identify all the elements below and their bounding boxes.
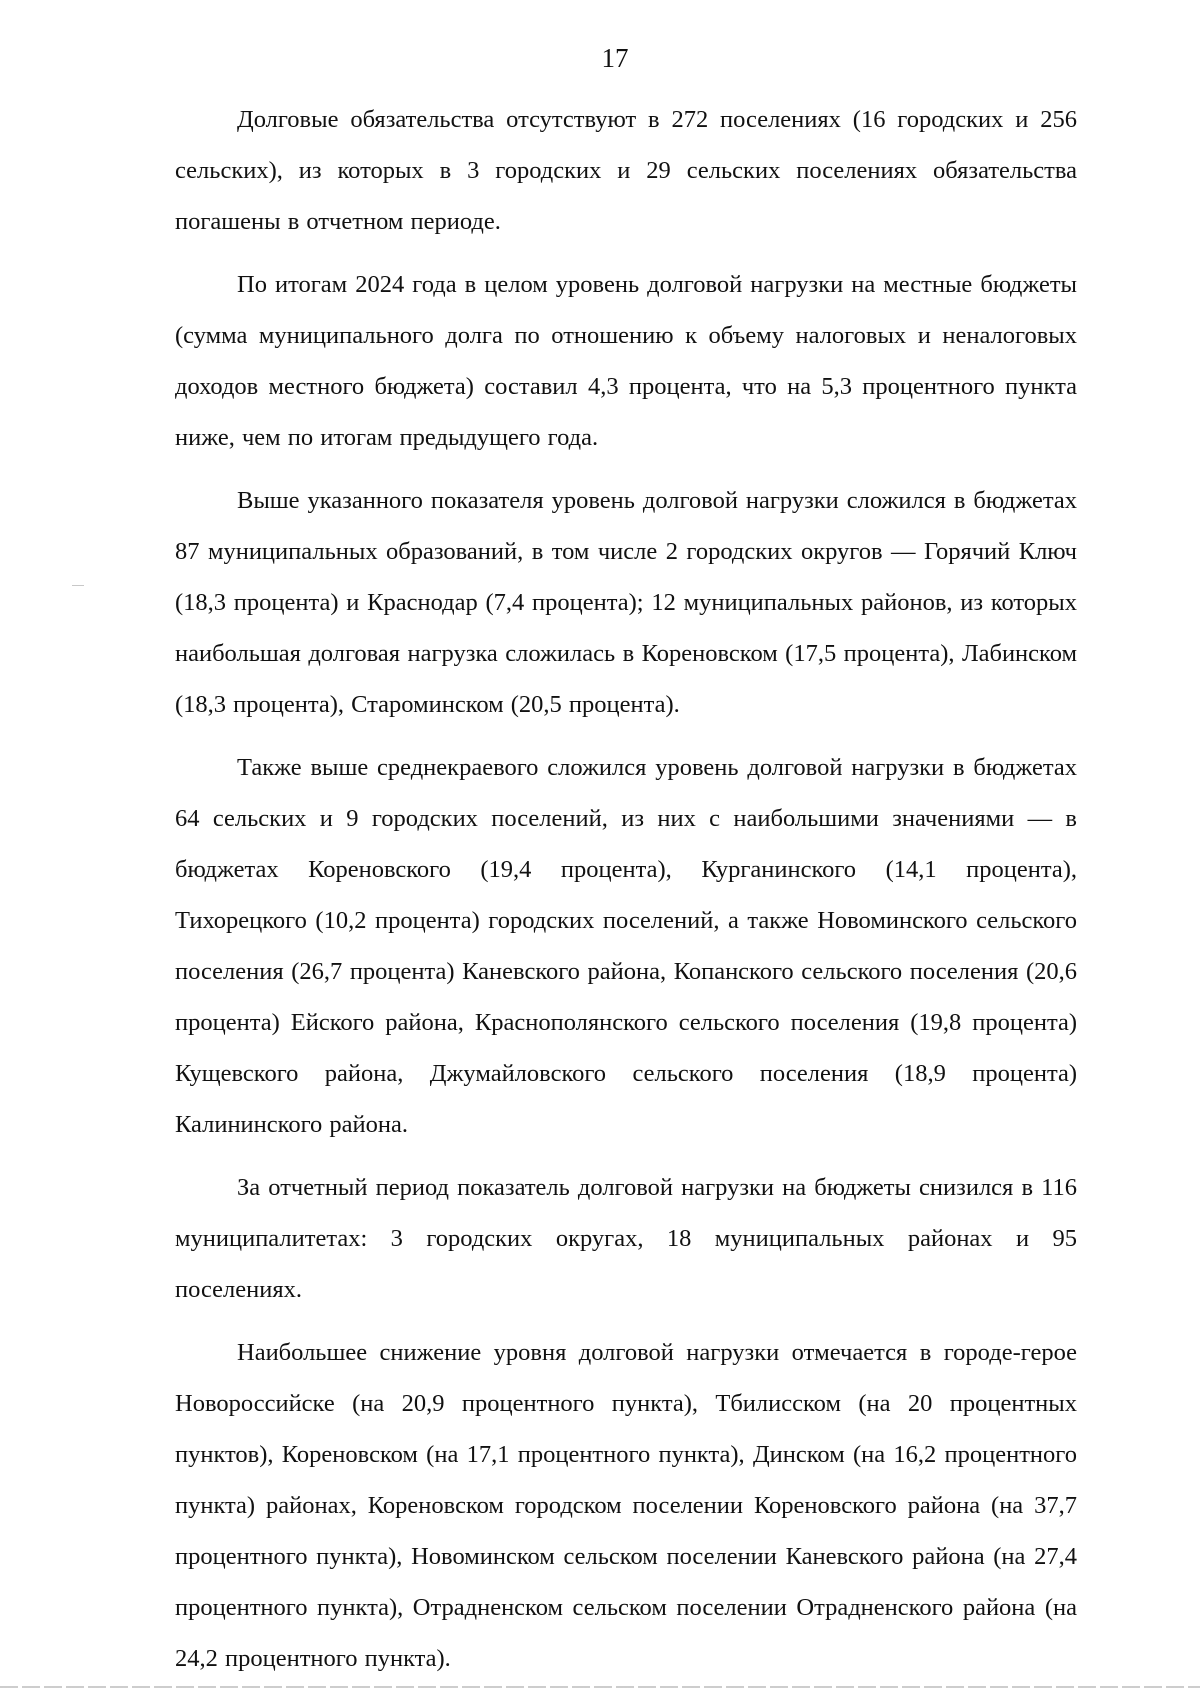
paragraph-decrease-count: За отчетный период показатель долговой нагрузки на бюджеты снизился в 116 муниципалитетах: 3 городских округах, 18 муниципальных районах и 95 поселениях. xyxy=(175,1174,1077,1303)
scan-bottom-edge xyxy=(0,1686,1200,1688)
page-number: 17 xyxy=(601,43,629,73)
paragraph-settlements-above-average: Также выше среднекраевого сложился уровень долговой нагрузки в бюджетах 64 сельских и 9 городских поселений, из них с наибольшими значениями — в бюджетах Кореновского (19,4 процента), Курганинского (14,1 процента), Тихорецкого (10,2 процента) городских поселений, а также Новоминского сельского поселения (26,7 процента) Каневского района, Копанского сельского поселения (20,6 процента) Ейского района, Краснополянского сельского поселения (19,8 процента) Кущевского района, Джумайловского сельского поселения (18,9 процента) Калининского района. xyxy=(175,754,1077,1138)
paragraph-debt-load-total: По итогам 2024 года в целом уровень долговой нагрузки на местные бюджеты (сумма муниципального долга по отношению к объему налоговых и неналоговых доходов местного бюджета) составил 4,3 процента, что на 5,3 процентного пункта ниже, чем по итогам предыдущего года. xyxy=(175,271,1077,451)
paragraph-debt-absent: Долговые обязательства отсутствуют в 272 поселениях (16 городских и 256 сельских), из которых в 3 городских и 29 сельских поселениях обязательства погашены в отчетном периоде. xyxy=(175,106,1077,235)
document-body xyxy=(175,94,1077,1696)
paragraph-largest-decrease: Наибольшее снижение уровня долговой нагрузки отмечается в городе-герое Новороссийске (на 20,9 процентного пункта), Тбилисском (на 20 процентных пунктов), Кореновском (на 17,1 процентного пункта), Динском (на 16,2 процентного пункта) районах, Кореновском городском поселении Кореновского района (на 37,7 процентного пункта), Новоминском сельском поселении Каневского района (на 27,4 процентного пункта), Отрадненском сельском поселении Отрадненского района (на 24,2 процентного пункта). xyxy=(175,1339,1077,1672)
scan-margin-mark xyxy=(72,585,84,586)
paragraph-above-indicator: Выше указанного показателя уровень долговой нагрузки сложился в бюджетах 87 муниципальных образований, в том числе 2 городских округов — Горячий Ключ (18,3 процента) и Краснодар (7,4 процента); 12 муниципальных районов, из которых наибольшая долговая нагрузка сложилась в Кореновском (17,5 процента), Лабинском (18,3 процента), Староминском (20,5 процента). xyxy=(175,487,1077,718)
